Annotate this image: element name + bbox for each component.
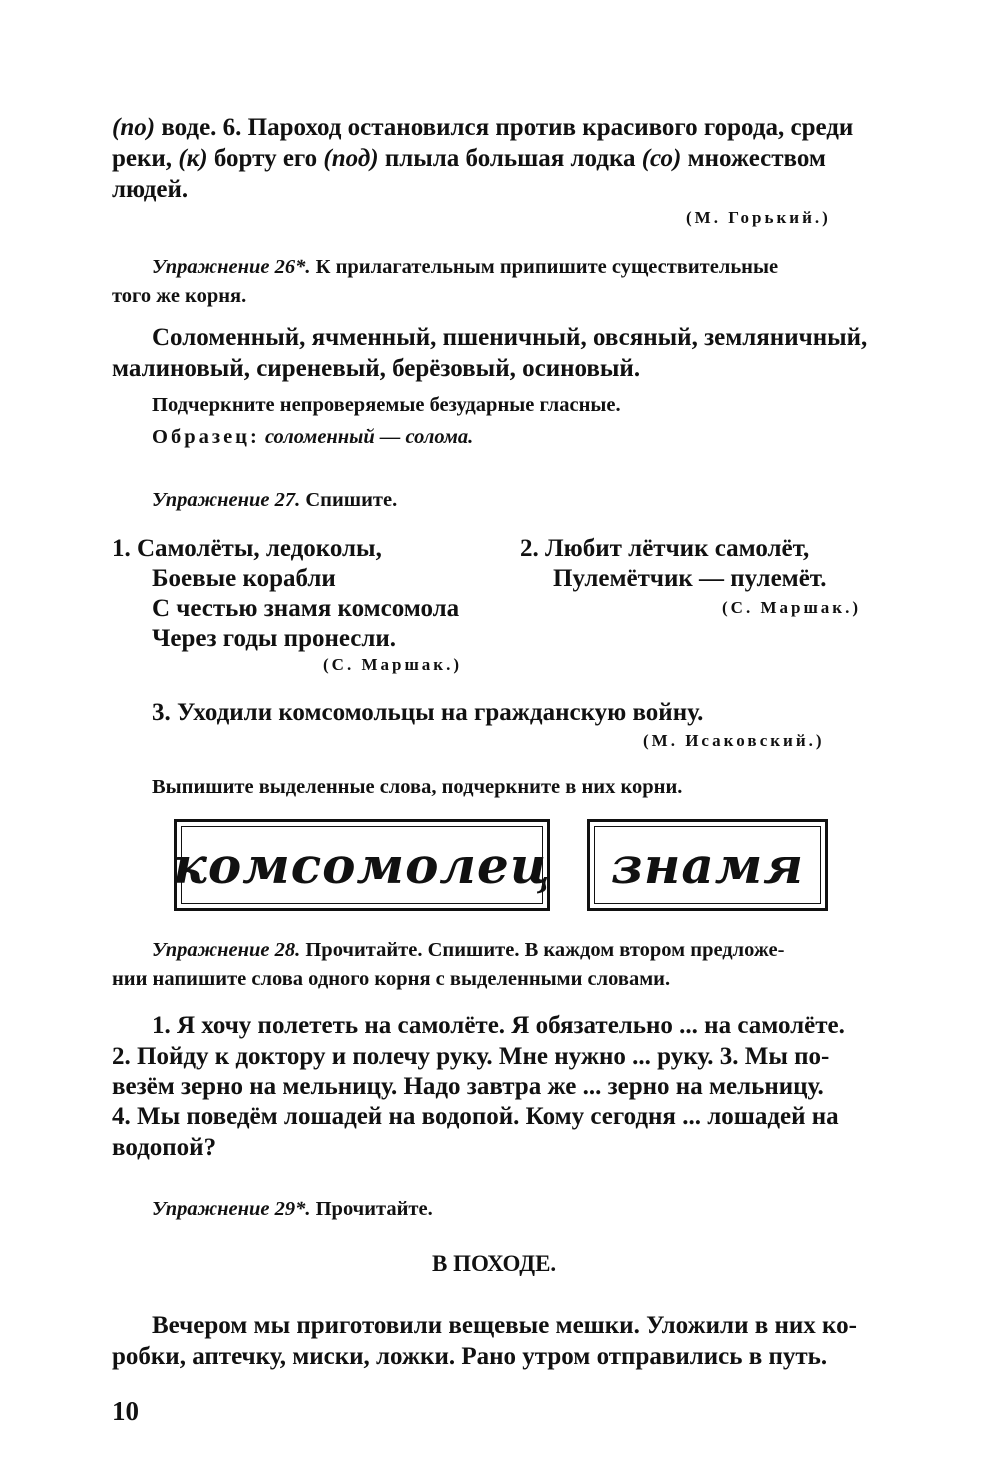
top-line-3: людей. [112, 176, 189, 203]
top-author: (М. Горький.) [686, 208, 831, 227]
ex26-words-2: малиновый, сиреневый, берёзовый, осиновый. [112, 355, 641, 382]
ex26-label: Упражнение 26*. [152, 256, 311, 278]
ex26-sample [152, 422, 473, 452]
ex26-heading [152, 252, 778, 282]
ex29-line-1: Вечером мы приготовили вещевые мешки. Уложили в них ко- [152, 1312, 857, 1339]
ex26-sample-label: Образец: [152, 426, 260, 448]
ex27-poem1-author: (С. Маршак.) [323, 655, 462, 674]
top-line-2 [112, 143, 826, 174]
ex28-line-2: 2. Пойду к доктору и полечу руку. Мне нужно ... руку. 3. Мы по- [112, 1043, 830, 1070]
ex28-line-3: везём зерно на мельницу. Надо завтра же ... зерно на мельницу. [112, 1073, 824, 1100]
word-box-znamya [587, 819, 828, 911]
ex26-task: Подчеркните непроверяемые безударные гласные. [152, 394, 621, 416]
ex27-poem1-line-1: 1. Самолёты, ледоколы, [112, 535, 382, 562]
top-line-2-g: множеством [681, 145, 826, 172]
ex29-line-2: робки, аптечку, миски, ложки. Рано утром отправились в путь. [112, 1343, 828, 1370]
ex27-line-3: 3. Уходили комсомольцы на гражданскую войну. [152, 699, 704, 726]
ex26-text-2: того же корня. [112, 285, 247, 307]
ex26-text-1: К прилагательным припишите существительные [310, 256, 779, 278]
ex27-poem2-line-1: 2. Любит лётчик самолёт, [520, 535, 810, 562]
top-line-1-prep: (по) [112, 114, 156, 141]
ex27-text: Спишите. [300, 489, 398, 511]
ex27-label: Упражнение 27. [152, 489, 301, 511]
ex29-label: Упражнение 29*. [152, 1198, 311, 1220]
word-box-znamya-text: знамя [610, 835, 805, 895]
word-box-komsomolets [174, 819, 550, 911]
word-box-komsomolets-text: комсомолец [173, 835, 551, 895]
ex28-text-2: нии напишите слова одного корня с выделенными словами. [112, 968, 671, 990]
ex27-line-3-author: (М. Исаковский.) [643, 731, 825, 750]
top-line-2-e: плыла большая лодка [378, 145, 642, 172]
ex27-poem1-line-3: С честью знамя комсомола [152, 595, 460, 622]
top-line-2-prep-k: (к) [178, 145, 208, 172]
top-line-2-c: борту его [207, 145, 324, 172]
ex28-label: Упражнение 28. [152, 939, 301, 961]
ex29-title: В ПОХОДЕ. [432, 1251, 557, 1276]
ex27-poem1-line-4: Через годы пронесли. [152, 625, 397, 652]
ex29-heading [152, 1194, 433, 1224]
ex27-poem2-author: (С. Маршак.) [722, 598, 861, 617]
top-line-1-text: воде. 6. Пароход остановился против красивого города, среди [155, 114, 854, 141]
ex29-text: Прочитайте. [310, 1198, 433, 1220]
top-line-2-prep-pod: (под) [323, 145, 379, 172]
ex28-line-4: 4. Мы поведём лошадей на водопой. Кому сегодня ... лошадей на [112, 1103, 839, 1130]
ex27-heading [152, 485, 397, 515]
top-line-2-prep-so: (со) [641, 145, 682, 172]
ex28-heading [152, 935, 784, 965]
ex27-poem2-line-2: Пулемётчик — пулемёт. [553, 565, 827, 592]
ex26-words-1: Соломенный, ячменный, пшеничный, овсяный, земляничный, [152, 324, 868, 351]
ex27-task: Выпишите выделенные слова, подчеркните в них корни. [152, 776, 683, 798]
ex26-sample-text: соломенный — солома. [264, 426, 474, 448]
ex28-line-1: 1. Я хочу полететь на самолёте. Я обязательно ... на самолёте. [152, 1012, 845, 1039]
page-number: 10 [112, 1396, 139, 1426]
ex27-poem1-line-2: Боевые корабли [152, 565, 336, 592]
top-line-1 [112, 112, 853, 143]
ex28-line-5: водопой? [112, 1134, 217, 1161]
top-line-2-a: реки, [112, 145, 179, 172]
ex28-text-1: Прочитайте. Спишите. В каждом втором предложе- [300, 939, 785, 961]
